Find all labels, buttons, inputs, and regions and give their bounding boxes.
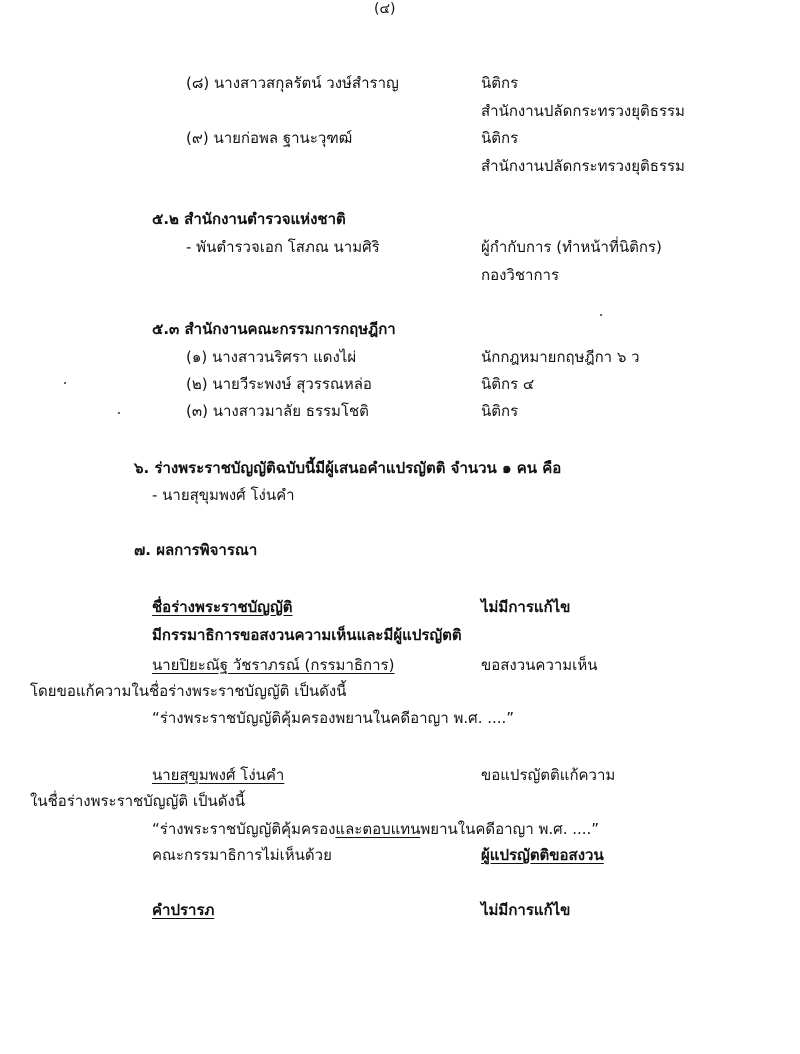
section-5-3-person-3-position: นิติกร [481,402,519,420]
amender-name: นายสุขุมพงศ์ โง่นคำ [152,766,285,784]
member-9-name: (๙) นายก่อพล ฐานะวุฑฒ์ [186,129,353,147]
preamble-label: คำปรารภ [152,901,215,919]
amender-quote-pre: “ร่างพระราชบัญญัติคุ้มครอง [152,820,336,838]
committee-result: ผู้แปรญัตติขอสงวน [481,846,604,864]
scan-speck [64,382,66,384]
section-5-3-person-1-name: (๑) นางสาวนริศรา แดงไผ่ [186,348,357,366]
reservation-heading: มีกรรมาธิการขอสงวนความเห็นและมีผู้แปรญัตติ [152,626,462,644]
section-5-3-heading: ๕.๓ สำนักงานคณะกรรมการกฤษฎีกา [152,320,396,338]
section-5-3-person-3-name: (๓) นางสาวมาลัย ธรรมโชติ [186,402,369,420]
scan-speck [600,314,602,316]
section-5-3-person-2-name: (๒) นายวีระพงษ์ สุวรรณหล่อ [186,375,372,393]
amender-quote-post: พยานในคดีอาญา พ.ศ. ....” [420,820,600,838]
amender-action: ขอแปรญัตติแก้ความ [481,766,616,784]
amender-quote [152,822,599,837]
preamble-status: ไม่มีการแก้ไข [481,901,571,919]
page-number: (๔) [374,1,396,17]
committee-member-1-desc: โดยขอแก้ความในชื่อร่างพระราชบัญญัติ เป็นดังนี้ [30,682,347,700]
committee-member-1-name: นายปิยะณัฐ วัชราภรณ์ (กรรมาธิการ) [152,656,395,674]
bill-title-status: ไม่มีการแก้ไข [481,598,571,616]
section-5-2-heading: ๕.๒ สำนักงานตำรวจแห่งชาติ [152,210,346,228]
amender-desc: ในชื่อร่างพระราชบัญญัติ เป็นดังนี้ [30,792,246,810]
section-6-person: - นายสุขุมพงศ์ โง่นคำ [152,486,295,504]
section-5-3-person-2-position: นิติกร ๔ [481,375,535,393]
committee-member-1-quote: “ร่างพระราชบัญญัติคุ้มครองพยานในคดีอาญา พ.ศ. ....” [152,709,515,727]
member-8-org: สำนักงานปลัดกระทรวงยุติธรรม [481,102,685,120]
committee-note: คณะกรรมาธิการไม่เห็นด้วย [152,846,332,864]
section-7-heading: ๗. ผลการพิจารณา [134,541,258,559]
bill-title-label: ชื่อร่างพระราชบัญญัติ [152,598,293,616]
section-5-2-position: ผู้กำกับการ (ทำหน้าที่นิติกร) [481,238,662,256]
section-5-2-org: กองวิชาการ [481,266,560,284]
amender-quote-underlined: และตอบแทน [335,820,421,838]
section-6-heading: ๖. ร่างพระราชบัญญัติฉบับนี้มีผู้เสนอคำแปรญัตติ จำนวน ๑ คน คือ [134,459,562,477]
member-9-org: สำนักงานปลัดกระทรวงยุติธรรม [481,157,685,175]
committee-member-1-action: ขอสงวนความเห็น [481,656,598,674]
member-9-position: นิติกร [481,129,519,147]
member-8-name: (๘) นางสาวสกุลรัตน์ วงษ์สำราญ [186,74,399,92]
section-5-2-person: - พันตำรวจเอก โสภณ นามศิริ [186,238,380,256]
scan-speck [118,412,120,414]
member-8-position: นิติกร [481,74,519,92]
section-5-3-person-1-position: นักกฎหมายกฤษฎีกา ๖ ว [481,348,640,366]
